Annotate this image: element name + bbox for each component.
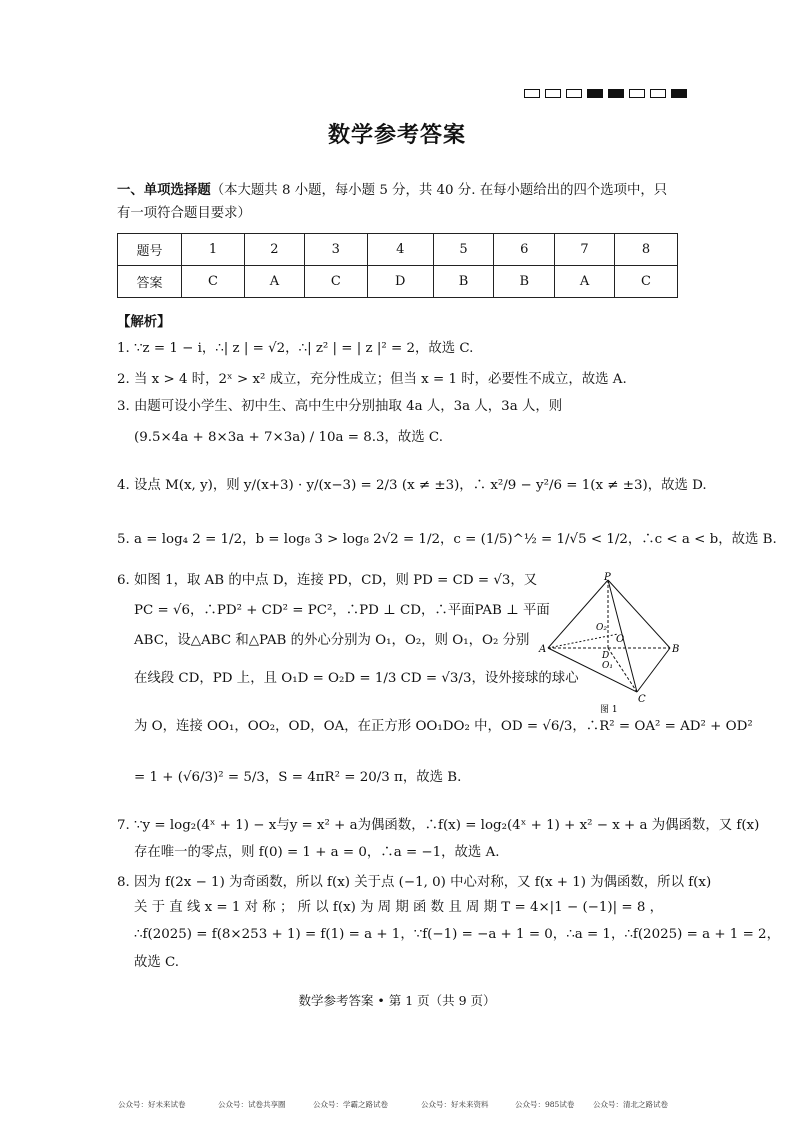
- strip-item: 公众号：清北之路试卷: [593, 1100, 668, 1109]
- answer-line-q5: 5. a = log₄ 2 = 1/2，b = log₈ 3 > log₈ 2√2 = 1/2，c = (1/5)^½ = 1/√5 < 1/2，∴c < a < b，故选 B.: [117, 532, 777, 547]
- answer-cell: D: [367, 266, 433, 298]
- label-O1: O₁: [602, 661, 613, 671]
- page-footer: 数学参考答案 • 第 1 页（共 9 页）: [298, 993, 496, 1008]
- header-mark: [650, 89, 666, 98]
- answer-line-q4: 4. 设点 M(x, y)，则 y/(x+3) · y/(x−3) = 2/3 (x ≠ ±3)，∴ x²/9 − y²/6 = 1(x ≠ ±3)，故选 D.: [117, 478, 707, 493]
- strip-item: 公众号：试卷共享圈: [218, 1100, 286, 1109]
- question-number-cell: 5: [433, 234, 494, 266]
- label-A: A: [539, 644, 547, 655]
- answer-line-q6e: 为 O，连接 OO₁，OO₂，OD，OA，在正方形 OO₁DO₂ 中，OD = √6/3，∴R² = OA² = AD² + OD²: [134, 719, 753, 734]
- header-mark: [587, 89, 603, 98]
- question-number-cell: 8: [614, 234, 677, 266]
- header-mark: [608, 89, 624, 98]
- answer-line-q6a: 6. 如图 1，取 AB 的中点 D，连接 PD，CD，则 PD = CD = √3，又: [117, 573, 538, 588]
- section-desc-1: （本大题共 8 小题，每小题 5 分，共 40 分. 在每小题给出的四个选项中，只: [210, 183, 668, 198]
- strip-item: 公众号：985试卷: [515, 1100, 575, 1109]
- answer-cell: A: [555, 266, 615, 298]
- table-row: [118, 266, 678, 298]
- strip-item: 公众号：好未来试卷: [118, 1100, 186, 1109]
- table-row: [118, 234, 678, 266]
- answer-line-q1: 1. ∵z = 1 − i，∴| z | = √2，∴| z² | = | z |² = 2，故选 C.: [117, 341, 474, 356]
- label-O: O: [616, 634, 625, 645]
- row-label: 题号: [118, 234, 182, 266]
- answer-cell: C: [182, 266, 245, 298]
- page-title: 数学参考答案: [327, 123, 466, 148]
- question-number-cell: 7: [555, 234, 615, 266]
- label-O2: O₂: [596, 623, 607, 633]
- answer-line-q2: 2. 当 x > 4 时，2ˣ > x² 成立，充分性成立；但当 x = 1 时，必要性不成立，故选 A.: [117, 372, 627, 387]
- analysis-label: 【解析】: [117, 315, 171, 330]
- answer-line-q6d: 在线段 CD，PD 上，且 O₁D = O₂D = 1/3 CD = √3/3，设外接球的球心: [134, 671, 579, 686]
- answer-line-q7a: 7. ∵y = log₂(4ˣ + 1) − x与y = x² + a为偶函数，∴f(x) = log₂(4ˣ + 1) + x² − x + a 为偶函数，又 f(x): [117, 818, 760, 833]
- label-B: B: [672, 644, 680, 655]
- answer-cell: A: [245, 266, 305, 298]
- answer-cell: C: [614, 266, 677, 298]
- answer-line-q3a: 3. 由题可设小学生、初中生、高中生中分别抽取 4a 人，3a 人，3a 人，则: [117, 399, 563, 414]
- question-number-cell: 4: [367, 234, 433, 266]
- question-number-cell: 3: [304, 234, 367, 266]
- answer-cell: B: [433, 266, 494, 298]
- answer-line-q8c: ∴f(2025) = f(8×253 + 1) = f(1) = a + 1，∵f(−1) = −a + 1 = 0，∴a = 1，∴f(2025) = a + 1 = 2，: [134, 927, 780, 942]
- header-mark: [629, 89, 645, 98]
- answer-line-q6b: PC = √6，∴PD² + CD² = PC²，∴PD ⊥ CD，∴平面PAB ⊥ 平面: [134, 603, 550, 618]
- question-number-cell: 1: [182, 234, 245, 266]
- label-D: D: [602, 651, 610, 661]
- question-number-cell: 2: [245, 234, 305, 266]
- answer-line-q8a: 8. 因为 f(2x − 1) 为奇函数，所以 f(x) 关于点 (−1, 0) 中心对称，又 f(x + 1) 为偶函数，所以 f(x): [117, 875, 712, 890]
- answer-cell: B: [494, 266, 555, 298]
- header-marks: [524, 89, 687, 98]
- section-heading: [117, 180, 687, 202]
- answer-cell: C: [304, 266, 367, 298]
- label-C: C: [638, 694, 646, 705]
- answer-line-q8d: 故选 C.: [134, 955, 180, 970]
- row-label: 答案: [118, 266, 182, 298]
- header-mark: [566, 89, 582, 98]
- answer-line-q3b: (9.5×4a + 8×3a + 7×3a) / 10a = 8.3，故选 C.: [134, 430, 443, 445]
- section-title: 一、单项选择题: [117, 183, 211, 198]
- figure-1-tetrahedron: [538, 572, 688, 714]
- answer-line-q6c: ABC，设△ABC 和△PAB 的外心分别为 O₁，O₂，则 O₁，O₂ 分别: [134, 633, 530, 648]
- label-P: P: [604, 572, 611, 583]
- figure-caption: 图 1: [600, 705, 618, 714]
- section-desc-2: 有一项符合题目要求）: [117, 206, 251, 221]
- strip-item: 公众号：好未来资料: [421, 1100, 489, 1109]
- answer-line-q8b: 关 于 直 线 x = 1 对 称 ； 所 以 f(x) 为 周 期 函 数 且 周 期 T = 4×|1 − (−1)| = 8 ，: [134, 900, 664, 915]
- strip-item: 公众号：学霸之路试卷: [313, 1100, 388, 1109]
- answer-line-q7b: 存在唯一的零点，则 f(0) = 1 + a = 0，∴a = −1，故选 A.: [134, 845, 500, 860]
- header-mark: [671, 89, 687, 98]
- answer-table: [117, 233, 678, 298]
- question-number-cell: 6: [494, 234, 555, 266]
- header-mark: [545, 89, 561, 98]
- answer-line-q6f: = 1 + (√6/3)² = 5/3，S = 4πR² = 20/3 π，故选 B.: [134, 770, 462, 785]
- header-mark: [524, 89, 540, 98]
